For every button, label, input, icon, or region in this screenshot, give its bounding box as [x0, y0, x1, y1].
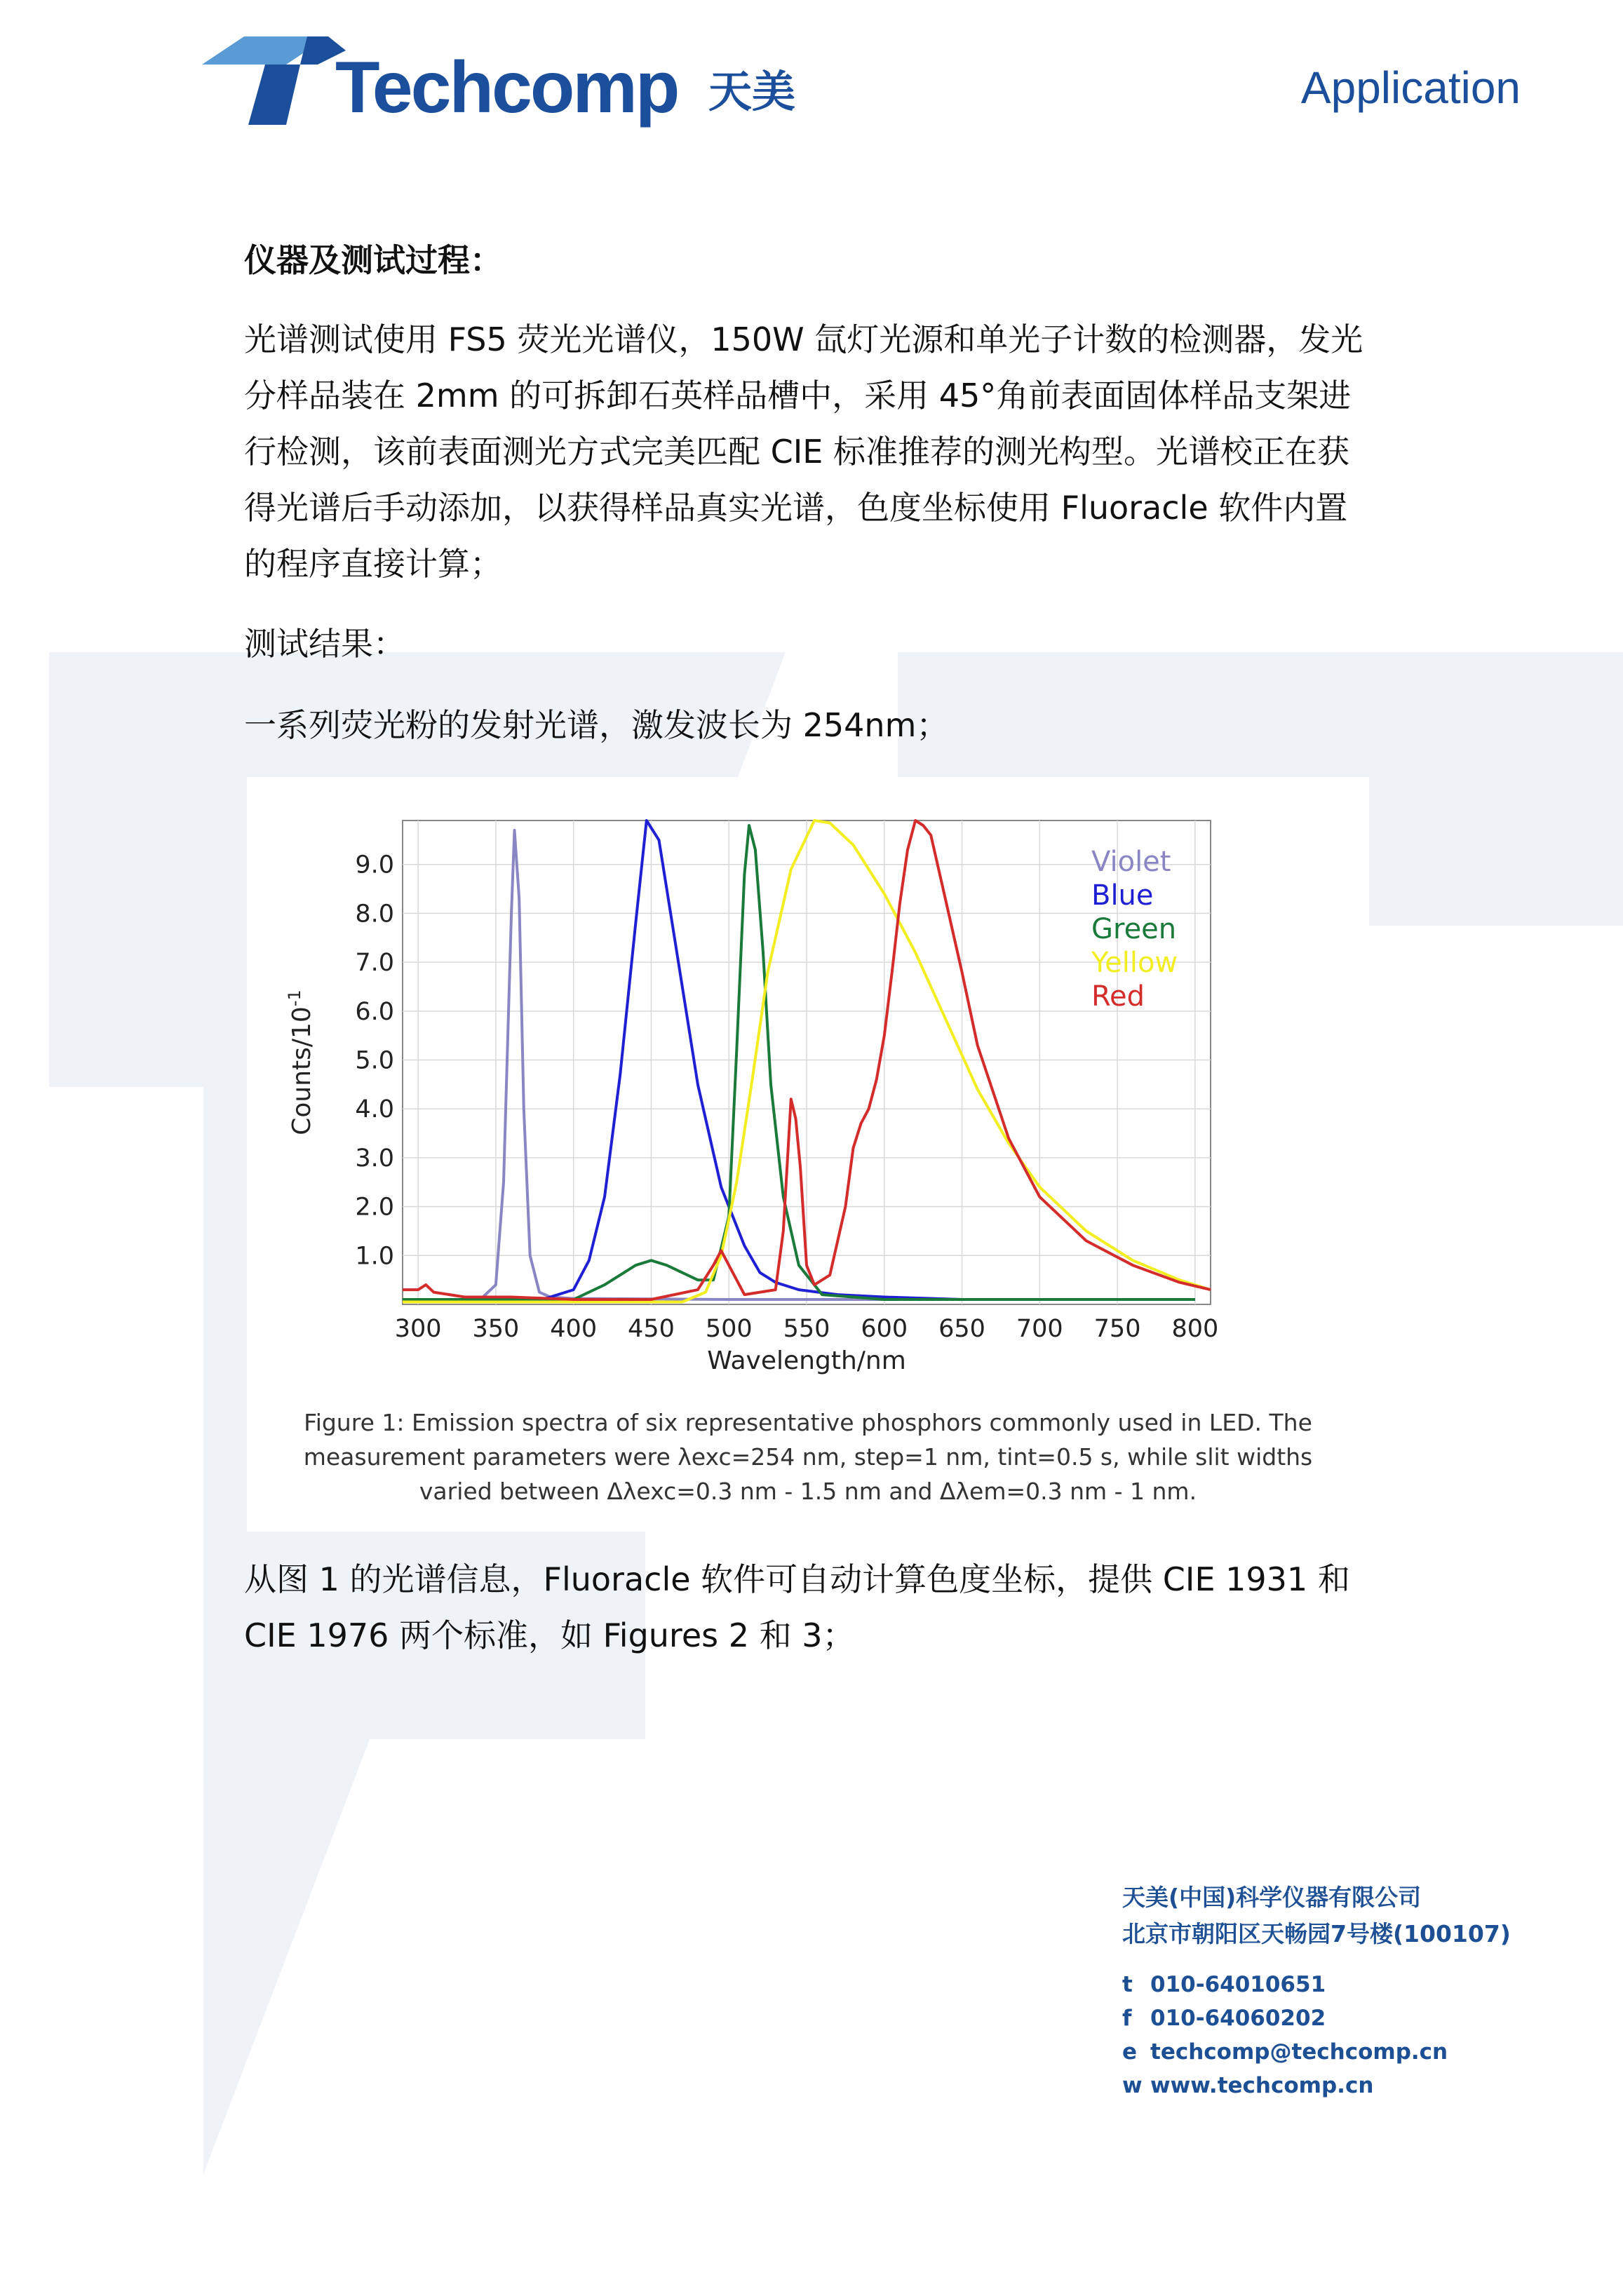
section-heading-instrument: 仪器及测试过程： — [244, 241, 502, 279]
contact-block — [1122, 1879, 1585, 2102]
y-tick-label: 7.0 — [355, 949, 394, 978]
x-tick-label: 650 — [938, 1315, 985, 1343]
header-application-label: Application — [1300, 62, 1521, 113]
x-tick-label: 400 — [550, 1315, 598, 1343]
tel-value: 010-64010651 — [1150, 1972, 1326, 1997]
x-tick-label: 300 — [394, 1315, 442, 1343]
contact-web-row — [1122, 2069, 1585, 2102]
results-intro-line: 一系列荧光粉的发射光谱，激发波长为 254nm； — [244, 706, 949, 744]
fax-value: 010-64060202 — [1150, 2006, 1326, 2031]
website-link[interactable]: www.techcomp.cn — [1150, 2073, 1374, 2098]
paragraph-line: 光谱测试使用 FS5 荧光光谱仪，150W 氙灯光源和单光子计数的检测器，发光 — [244, 320, 1363, 358]
x-axis-label: Wavelength/nm — [707, 1346, 906, 1375]
y-tick-label: 8.0 — [355, 900, 394, 928]
caption-line: measurement parameters were λexc=254 nm, step=1 nm, tint=0.5 s, while slit widths — [303, 1443, 1313, 1471]
paragraph-line: 得光谱后手动添加，以获得样品真实光谱，色度坐标使用 Fluoracle 软件内置 — [244, 489, 1348, 527]
figure-1 — [247, 777, 1369, 1532]
logo-cn-text: 天美 — [708, 66, 796, 117]
figure-caption — [247, 1405, 1369, 1508]
fax-label: f — [1122, 2006, 1132, 2031]
paragraph-line: CIE 1976 两个标准，如 Figures 2 和 3； — [244, 1616, 855, 1654]
x-tick-label: 450 — [628, 1315, 675, 1343]
company-address: 北京市朝阳区天畅园7号楼(100107) — [1122, 1920, 1511, 1947]
paragraph-line: 从图 1 的光谱信息，Fluoracle 软件可自动计算色度坐标，提供 CIE 1931 和 — [244, 1560, 1350, 1598]
y-axis-label: Counts/$10^{-1}$ — [285, 990, 316, 1135]
legend-entry-yellow: Yellow — [1091, 947, 1178, 979]
techcomp-logo — [202, 36, 819, 135]
y-tick-label: 1.0 — [355, 1242, 394, 1271]
y-axis-label-superscript: -1 — [285, 990, 304, 1007]
email-link[interactable]: techcomp@techcomp.cn — [1150, 2039, 1448, 2065]
legend-entry-green: Green — [1091, 913, 1177, 945]
y-tick-label: 6.0 — [355, 997, 394, 1026]
x-tick-label: 550 — [783, 1315, 830, 1343]
section-heading-results: 测试结果： — [244, 625, 405, 663]
x-tick-label: 350 — [472, 1315, 520, 1343]
y-tick-label: 5.0 — [355, 1046, 394, 1075]
x-tick-label: 800 — [1171, 1315, 1219, 1343]
legend-entry-blue: Blue — [1091, 879, 1154, 912]
paragraph-line: 分样品装在 2mm 的可拆卸石英样品槽中，采用 45°角前表面固体样品支架进 — [244, 377, 1352, 414]
emission-spectra-chart — [247, 777, 1369, 1394]
email-label: e — [1122, 2039, 1138, 2065]
y-tick-label: 2.0 — [355, 1193, 394, 1222]
contact-tel-row — [1122, 1968, 1585, 2001]
y-tick-label: 9.0 — [355, 851, 394, 879]
caption-line: Figure 1: Emission spectra of six representative phosphors commonly used in LED. The — [304, 1409, 1312, 1436]
paragraph-line: 的程序直接计算； — [244, 545, 502, 583]
web-label: w — [1122, 2073, 1143, 2098]
legend-entry-red: Red — [1091, 980, 1145, 1013]
logo-text: Techcomp — [335, 47, 678, 128]
x-tick-label: 700 — [1016, 1315, 1063, 1343]
contact-fax-row — [1122, 2001, 1585, 2035]
x-tick-label: 500 — [705, 1315, 753, 1343]
y-tick-label: 3.0 — [355, 1144, 394, 1173]
y-tick-label: 4.0 — [355, 1095, 394, 1124]
company-name: 天美(中国)科学仪器有限公司 — [1122, 1884, 1422, 1911]
tel-label: t — [1122, 1972, 1133, 1997]
contact-email-row — [1122, 2035, 1585, 2069]
caption-line: varied between Δλexc=0.3 nm - 1.5 nm and Δλem=0.3 nm - 1 nm. — [419, 1478, 1197, 1505]
x-tick-label: 600 — [861, 1315, 908, 1343]
x-tick-label: 750 — [1093, 1315, 1141, 1343]
legend-entry-violet: Violet — [1091, 846, 1171, 878]
paragraph-line: 行检测，该前表面测光方式完美匹配 CIE 标准推荐的测光构型。光谱校正在获 — [244, 433, 1349, 471]
